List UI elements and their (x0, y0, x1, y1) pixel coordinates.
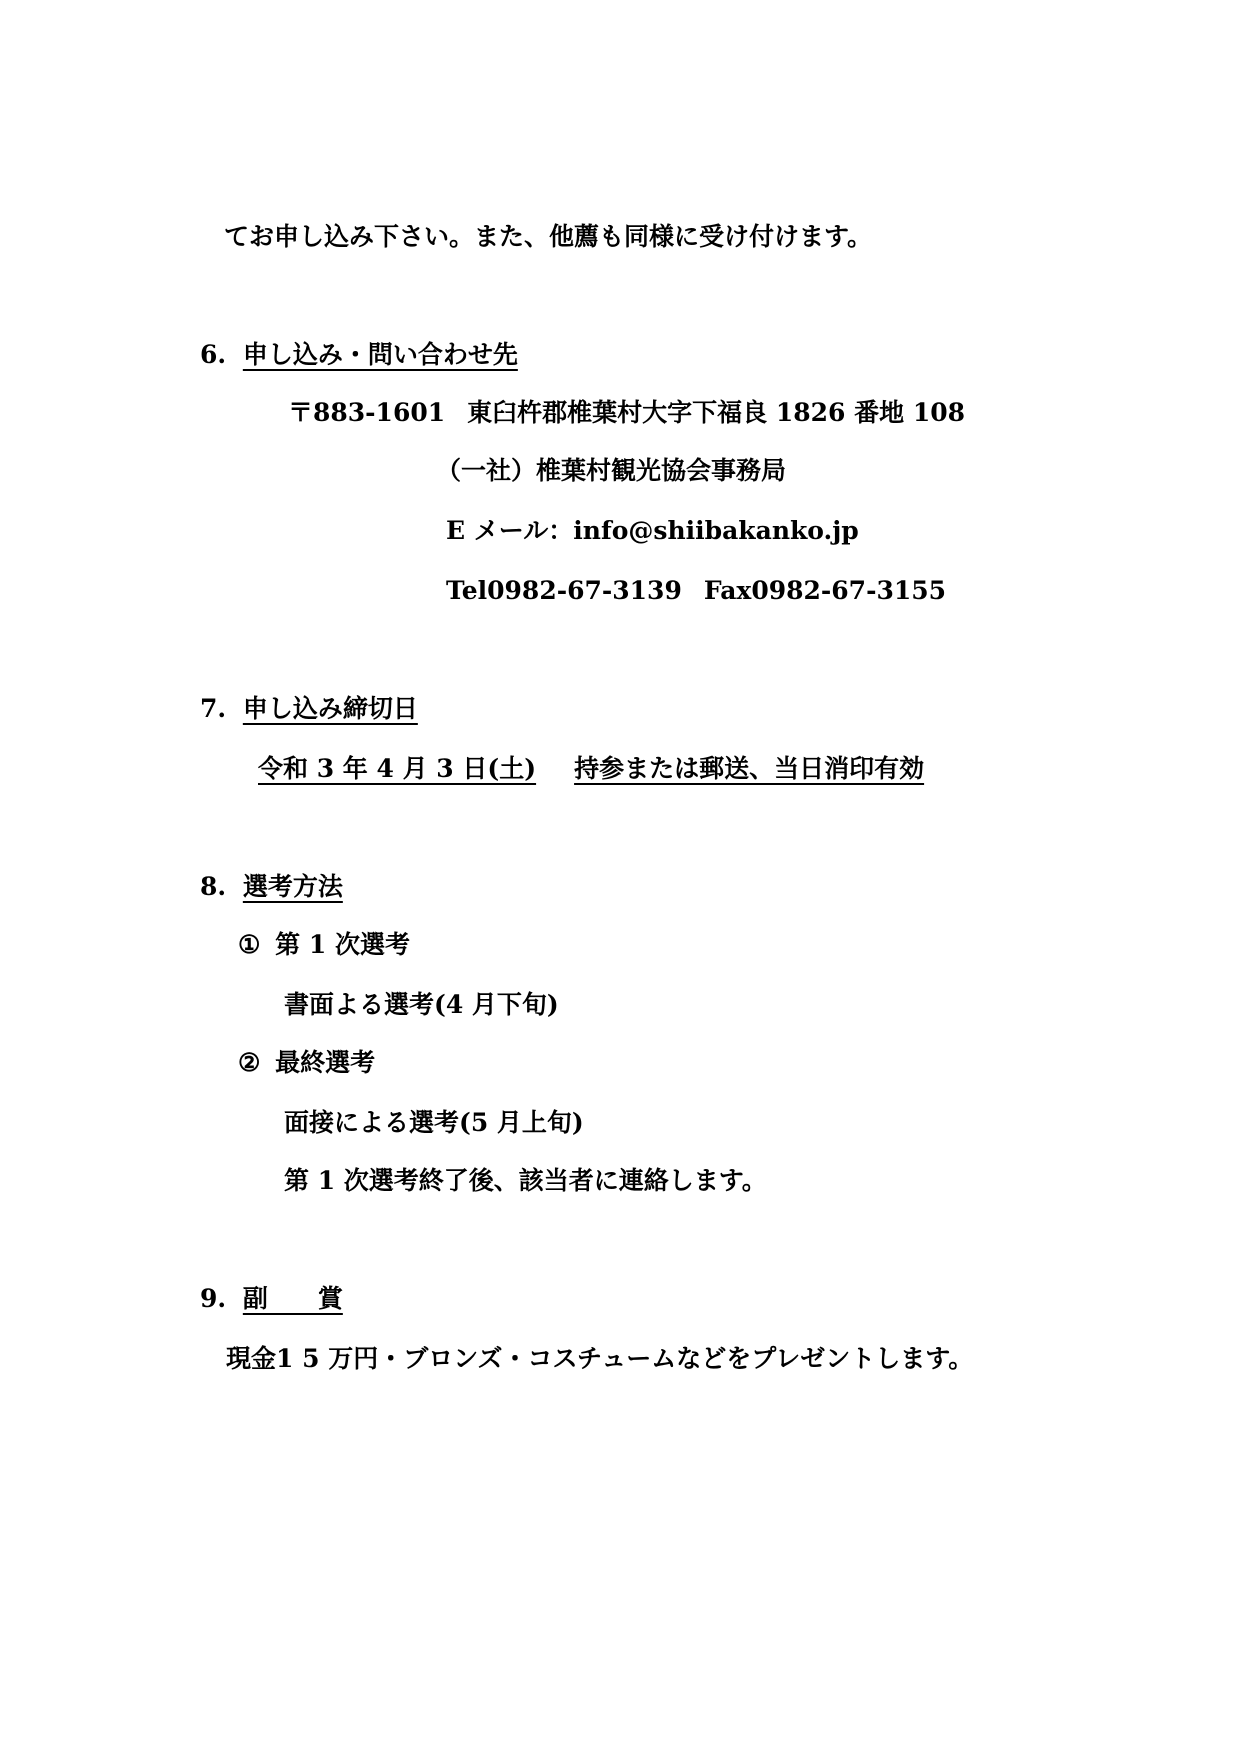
step-title: 最終選考 (275, 1048, 376, 1077)
step-2-note: 第 1 次選考終了後、該当者に連絡します。 (284, 1166, 767, 1195)
selection-step-2 (238, 1050, 375, 1075)
section-6-header (200, 342, 518, 367)
step-title: 第 1 次選考 (275, 930, 410, 959)
fax-number: Fax0982-67-3155 (703, 576, 947, 605)
section-9-header (200, 1286, 343, 1311)
street-address: 東臼杵郡椎葉村大字下福良 1826 番地 108 (467, 398, 966, 427)
step-marker: ① (238, 930, 261, 959)
continuation-text: てお申し込み下さい。また、他薦も同様に受け付けます。 (224, 222, 873, 251)
section-8-header (200, 874, 343, 899)
email-label: E メール： (446, 516, 574, 545)
section-number: 7. (200, 694, 227, 723)
section-number: 8. (200, 872, 227, 901)
prize-description: 現金1 5 万円・ブロンズ・コスチュームなどをプレゼントします。 (226, 1344, 974, 1373)
submission-method: 持参または郵送、当日消印有効 (574, 754, 925, 783)
deadline-line (258, 756, 924, 781)
step-1-detail: 書面よる選考(4 月下旬) (284, 990, 559, 1019)
phone-line (446, 578, 946, 603)
deadline-date: 令和 3 年 4 月 3 日(土) (258, 754, 537, 783)
section-heading: 副 賞 (242, 1284, 343, 1313)
telephone-number: Tel0982-67-3139 (446, 576, 682, 605)
step-marker: ② (238, 1048, 261, 1077)
section-heading: 選考方法 (242, 872, 343, 901)
section-number: 6. (200, 340, 227, 369)
organization-name: （一社）椎葉村観光協会事務局 (436, 456, 787, 485)
section-heading: 申し込み締切日 (242, 694, 418, 723)
selection-step-1 (238, 932, 410, 957)
section-heading: 申し込み・問い合わせ先 (242, 340, 518, 369)
postal-code: 〒883-1601 (288, 398, 446, 427)
email-address: info@shiibakanko.jp (573, 516, 859, 545)
email-line (446, 518, 859, 543)
postal-address-line (288, 400, 965, 425)
section-number: 9. (200, 1284, 227, 1313)
section-7-header (200, 696, 418, 721)
step-2-detail: 面接による選考(5 月上旬) (284, 1108, 584, 1137)
